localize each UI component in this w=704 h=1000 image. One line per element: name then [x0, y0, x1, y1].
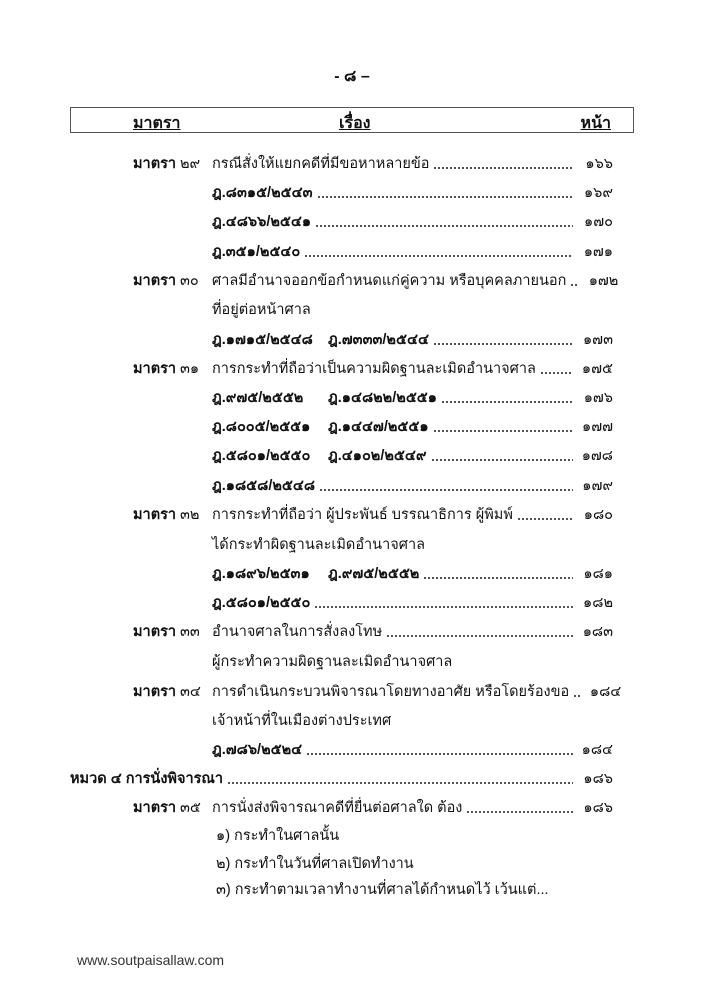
page-ref: ๑๗๙ [582, 478, 613, 494]
case-citation: ฎ.๑๘๕๘/๒๕๔๘ [212, 478, 316, 494]
dot-leader [466, 810, 573, 814]
page-ref: ๑๖๖ [585, 156, 613, 172]
toc-row-cite[interactable] [70, 240, 613, 264]
list-item: ๓) กระทำตามเวลาทำงานที่ศาลได้กำหนดไว้ เว้นแต่... [216, 882, 549, 898]
page-ref: ๑๘๔ [581, 742, 613, 758]
page-number: - ๘ – [334, 68, 370, 85]
case-citation: ฎ.๑๘๙๖/๒๕๓๑ [212, 566, 310, 582]
continuation-text: ผู้กระทำความผิดฐานละเมิดอำนาจศาล [212, 654, 453, 670]
continuation-text: เจ้าหน้าที่ในเมืองต่างประเทศ [212, 713, 392, 729]
section-label: มาตรา [133, 156, 177, 172]
case-citation: ฎ.๙๗๕/๒๕๕๒ [212, 390, 304, 406]
header-page: หน้า [580, 115, 611, 132]
dot-leader [306, 752, 573, 756]
chapter-title: หมวด ๔ การนั่งพิจารณา [70, 771, 223, 787]
toc-row-section[interactable] [70, 796, 613, 820]
page-ref: ๑๘๔ [589, 684, 622, 700]
toc-row-cite[interactable] [70, 181, 613, 205]
toc-row-cite[interactable] [70, 591, 613, 615]
section-title: การดำเนินกระบวนพิจารณาโดยทางอาศัย หรือโดยร้องขอ [212, 684, 570, 700]
dot-leader [314, 605, 573, 609]
toc-row-cite[interactable] [70, 328, 613, 352]
section-title: การกระทำที่ถือว่า ผู้ประพันธ์ บรรณาธิการ ผู้พิมพ์ [212, 507, 513, 523]
toc-row-section[interactable] [70, 152, 613, 176]
page-ref: ๑๗๐ [584, 214, 613, 230]
page-ref: ๑๗๘ [581, 448, 613, 464]
section-label: มาตรา [133, 624, 177, 640]
page-ref: ๑๗๖ [583, 390, 613, 406]
toc-row-cont[interactable] [70, 709, 613, 733]
page-ref: ๑๘๐ [583, 507, 613, 523]
dot-leader [517, 517, 573, 521]
toc-row-section[interactable] [70, 680, 622, 704]
header-subject: เรื่อง [339, 115, 371, 132]
dot-leader [573, 694, 581, 698]
section-label: มาตรา [133, 507, 177, 523]
list-item: ๒) กระทำในวันที่ศาลเปิดทำงาน [216, 856, 414, 872]
toc-row-section[interactable] [70, 503, 613, 527]
toc-row-cite[interactable] [70, 444, 613, 468]
dot-leader [540, 371, 573, 375]
section-number: ๓๔ [180, 684, 201, 700]
case-citation: ฎ.๑๔๔๗/๒๕๕๑ [328, 419, 429, 435]
page-ref: ๑๘๓ [582, 624, 613, 640]
section-number: ๓๒ [180, 507, 200, 523]
footer-url: www.soutpaisallaw.com [77, 952, 225, 968]
section-label: มาตรา [133, 800, 177, 816]
dot-leader [441, 400, 573, 404]
toc-row-cont[interactable] [70, 298, 613, 322]
header-section: มาตรา [133, 115, 181, 132]
page-ref: ๑๗๒ [588, 273, 619, 289]
toc-row-cite[interactable] [70, 415, 613, 439]
continuation-text: ที่อยู่ต่อหน้าศาล [212, 302, 311, 318]
dot-leader [315, 224, 573, 228]
section-title: การนั่งส่งพิจารณาคดีที่ยื่นต่อศาลใด ต้อง [212, 800, 463, 816]
case-citation: ฎ.๑๗๑๕/๒๕๔๘ [212, 332, 313, 348]
section-number: ๓๓ [180, 624, 200, 640]
continuation-text: ได้กระทำผิดฐานละเมิดอำนาจศาล [212, 537, 425, 553]
section-number: ๒๙ [180, 156, 201, 172]
toc-row-cont[interactable] [70, 650, 613, 674]
dot-leader [304, 254, 573, 258]
case-citation: ฎ.๕๘๐๑/๒๕๕๐ [212, 595, 311, 611]
dot-leader [570, 283, 578, 287]
toc-row-cite[interactable] [70, 562, 613, 586]
toc-row-item[interactable] [70, 852, 613, 876]
section-title: กรณีสั่งให้แยกคดีที่มีขอหาหลายข้อ [212, 156, 430, 172]
dot-leader [433, 166, 573, 170]
dot-leader [386, 634, 573, 638]
page-ref: ๑๗๕ [581, 361, 613, 377]
toc-row-cont[interactable] [70, 533, 613, 557]
section-label: มาตรา [133, 361, 177, 377]
section-title: ศาลมีอำนาจออกข้อกำหนดแก่คู่ความ หรือบุคคลภายนอก [212, 273, 567, 289]
page-ref: ๑๘๖ [583, 771, 613, 787]
section-number: ๓๐ [180, 273, 199, 289]
section-title: อำนาจศาลในการสั่งลงโทษ [212, 624, 383, 640]
dot-leader [227, 781, 573, 785]
dot-leader [319, 488, 573, 492]
case-citation: ฎ.๙๗๕/๒๕๕๒ [328, 566, 420, 582]
case-citation: ฎ.๘๐๐๕/๒๕๕๑ [212, 419, 311, 435]
section-number: ๓๕ [180, 800, 201, 816]
case-citation: ฎ.๗๓๓๓/๒๕๔๔ [328, 332, 429, 348]
case-citation: ฎ.๗๘๖/๒๕๒๔ [212, 742, 303, 758]
case-citation: ฎ.๔๘๖๖/๒๕๔๑ [212, 214, 312, 230]
dot-leader [433, 429, 573, 433]
toc-row-item[interactable] [70, 824, 613, 848]
case-citation: ฎ.๘๓๑๕/๒๕๔๓ [212, 185, 313, 201]
toc-row-cite[interactable] [70, 738, 613, 762]
toc-header [70, 107, 634, 133]
toc-row-section[interactable] [70, 620, 613, 644]
toc-row-section[interactable] [70, 357, 613, 381]
dot-leader [431, 458, 573, 462]
dot-leader [423, 576, 573, 580]
case-citation: ฎ.๔๑๐๒/๒๕๔๙ [328, 448, 427, 464]
page-ref: ๑๖๙ [583, 185, 613, 201]
toc-row-chapter[interactable] [70, 767, 613, 791]
section-title: การกระทำที่ถือว่าเป็นความผิดฐานละเมิดอำนาจศาล [212, 361, 536, 377]
page-ref: ๑๗๗ [581, 419, 613, 435]
case-citation: ฎ.๓๕๑/๒๕๔๐ [212, 244, 301, 260]
page-ref: ๑๗๑ [583, 244, 613, 260]
toc-row-section[interactable] [70, 269, 619, 293]
page-ref: ๑๘๒ [583, 595, 613, 611]
toc-row-item[interactable] [70, 878, 613, 902]
case-citation: ฎ.๕๘๐๑/๒๕๕๐ [212, 448, 311, 464]
page-ref: ๑๘๖ [583, 800, 613, 816]
list-item: ๑) กระทำในศาลนั้น [216, 828, 340, 844]
toc-row-cite[interactable] [70, 210, 613, 234]
dot-leader [317, 195, 574, 199]
section-number: ๓๑ [180, 361, 200, 377]
toc-row-cite[interactable] [70, 386, 613, 410]
section-label: มาตรา [133, 684, 177, 700]
case-citation: ฎ.๑๔๘๒๒/๒๕๕๑ [328, 390, 437, 406]
dot-leader [433, 342, 573, 346]
section-label: มาตรา [133, 273, 177, 289]
page-ref: ๑๗๓ [582, 332, 613, 348]
toc-row-cite[interactable] [70, 474, 613, 498]
page-ref: ๑๘๑ [583, 566, 613, 582]
